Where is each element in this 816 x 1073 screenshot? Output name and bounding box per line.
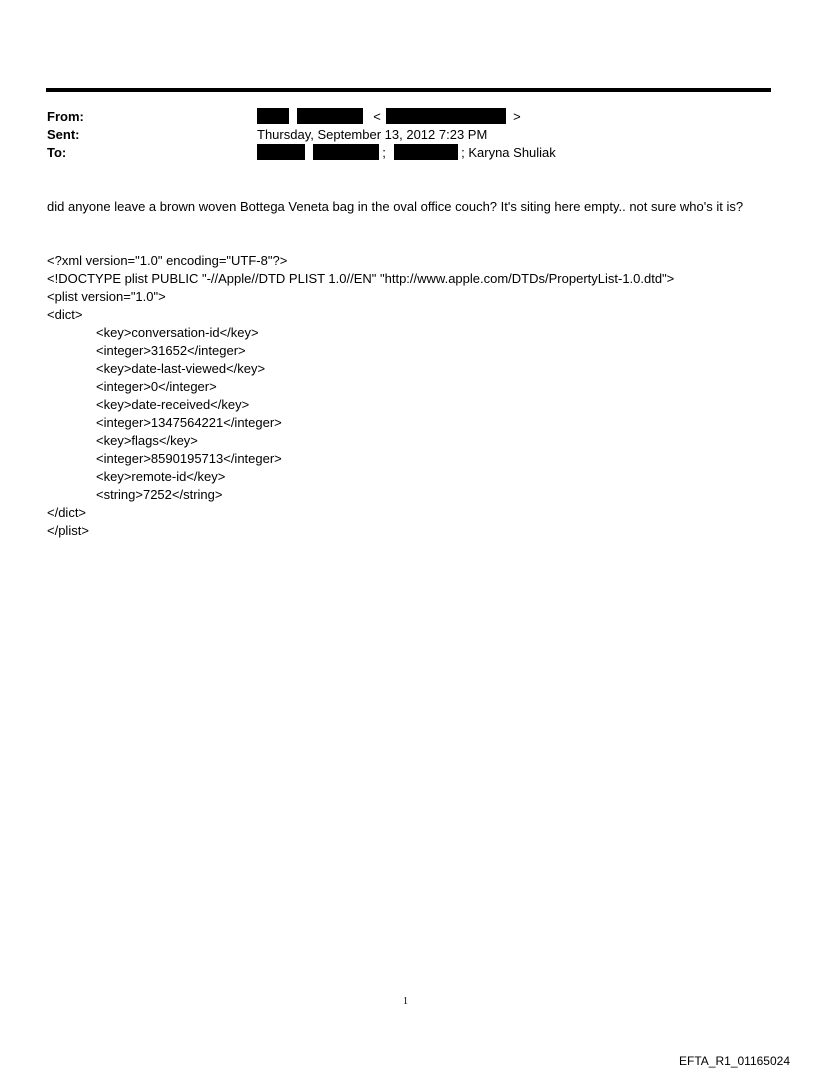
redaction-block [394,144,458,160]
plist-line: <integer>31652</integer> [96,343,246,358]
plist-line: </plist> [47,523,89,538]
sent-label: Sent: [47,127,80,142]
redaction-block [257,108,289,124]
plist-line: <key>conversation-id</key> [96,325,259,340]
plist-line: <plist version="1.0"> [47,289,166,304]
to-value [257,144,556,161]
from-value [257,108,521,125]
plist-line: </dict> [47,505,87,520]
plist-line: <dict> [47,307,83,322]
redaction-block [313,144,379,160]
plist-line: <string>7252</string> [96,487,223,502]
plist-line: <!DOCTYPE plist PUBLIC "-//Apple//DTD PLIST 1.0//EN" "http://www.apple.com/DTDs/PropertyList-1.0.dtd"> [47,271,675,286]
redaction-block [257,144,305,160]
plist-line: <key>flags</key> [96,433,198,448]
plist-line: <key>date-received</key> [96,397,250,412]
message-body: did anyone leave a brown woven Bottega Veneta bag in the oval office couch? It's siting here empty.. not sure who's it is? [47,199,744,214]
plist-line: <?xml version="1.0" encoding="UTF-8"?> [47,253,288,268]
bates-number: EFTA_R1_01165024 [679,1054,790,1068]
from-lt: < [373,109,381,124]
header-divider [46,88,771,92]
from-label: From: [47,109,84,124]
redaction-block [297,108,363,124]
plist-line: <integer>1347564221</integer> [96,415,282,430]
plist-line: <integer>8590195713</integer> [96,451,282,466]
to-visible-recipient: ; Karyna Shuliak [461,145,556,160]
from-gt: > [513,109,521,124]
redaction-block [386,108,506,124]
plist-line: <integer>0</integer> [96,379,217,394]
plist-block [47,252,674,540]
to-label: To: [47,145,67,160]
sent-value: Thursday, September 13, 2012 7:23 PM [257,127,488,142]
page-number: 1 [403,996,408,1007]
to-separator: ; [382,145,386,160]
plist-line: <key>remote-id</key> [96,469,226,484]
plist-line: <key>date-last-viewed</key> [96,361,266,376]
